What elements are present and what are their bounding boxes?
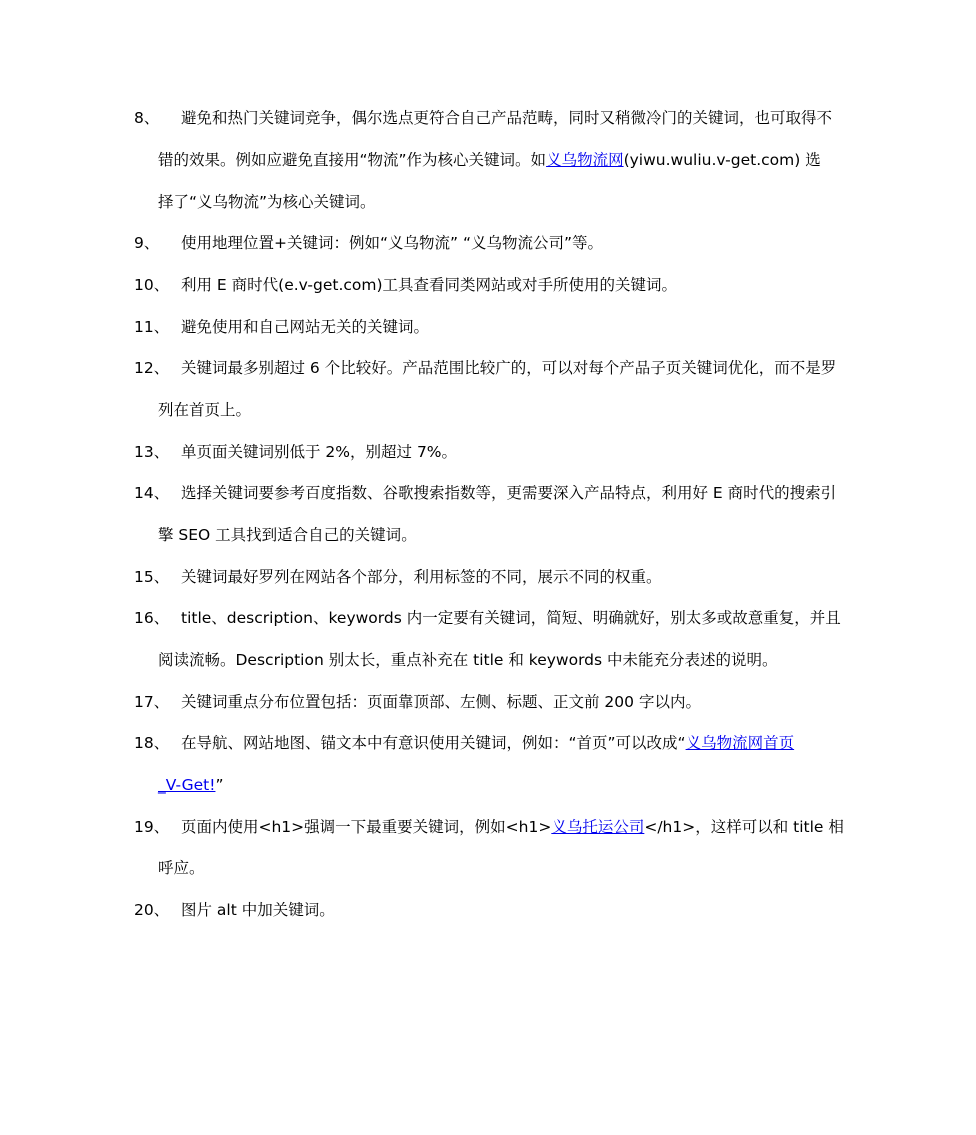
text-segment: (yiwu.wuliu.v-get.com) 选 <box>623 151 821 169</box>
text-segment: 页面内使用<h1>强调一下最重要关键词，例如<h1> <box>181 818 552 836</box>
list-item-text: 擎 SEO 工具找到适合自己的关键词。 <box>158 526 417 544</box>
list-item-text: 列在首页上。 <box>158 401 252 419</box>
list-number: 14、 <box>134 484 170 502</box>
yiwu-wuliu-link[interactable]: 义乌物流网 <box>546 151 624 169</box>
list-number: 12、 <box>134 359 170 377</box>
list-number: 20、 <box>134 901 170 919</box>
list-number: 11、 <box>134 318 170 336</box>
list-item-text: 利用 E 商时代(e.v-get.com)工具查看同类网站或对手所使用的关键词。 <box>181 276 678 294</box>
list-item-text: 选择关键词要参考百度指数、谷歌搜索指数等，更需要深入产品特点，利用好 E 商时代的搜索引 <box>181 484 837 502</box>
text-segment: 在导航、网站地图、锚文本中有意识使用关键词，例如：“首页”可以改成“ <box>181 734 686 752</box>
list-number: 19、 <box>134 818 170 836</box>
homepage-link[interactable]: 义乌物流网首页 <box>685 734 795 752</box>
list-item-text: 阅读流畅。Description 别太长，重点补充在 title 和 keywords 中未能充分表述的说明。 <box>158 651 778 669</box>
text-segment: 错的效果。例如应避免直接用“物流”作为核心关键词。如 <box>158 151 547 169</box>
list-item-text <box>158 148 821 172</box>
list-item-text: 避免使用和自己网站无关的关键词。 <box>181 318 430 336</box>
list-number: 8、 <box>134 109 160 127</box>
list-number: 10、 <box>134 276 170 294</box>
list-item-text: 呼应。 <box>158 859 205 877</box>
list-item-text <box>181 731 794 755</box>
yiwu-shipping-company-link[interactable]: 义乌托运公司 <box>551 818 645 836</box>
homepage-link-continued[interactable]: _V-Get! <box>158 776 216 794</box>
list-item-text: 关键词重点分布位置包括：页面靠顶部、左侧、标题、正文前 200 字以内。 <box>181 693 701 711</box>
list-item-text: 单页面关键词别低于 2%，别超过 7%。 <box>181 443 458 461</box>
list-number: 13、 <box>134 443 170 461</box>
list-number: 18、 <box>134 734 170 752</box>
text-segment: </h1>，这样可以和 title 相 <box>644 818 844 836</box>
list-number: 9、 <box>134 234 160 252</box>
list-number: 15、 <box>134 568 170 586</box>
list-item-text <box>181 815 844 839</box>
list-number: 17、 <box>134 693 170 711</box>
list-item-text: 图片 alt 中加关键词。 <box>181 901 335 919</box>
list-item-text: 关键词最好罗列在网站各个部分，利用标签的不同，展示不同的权重。 <box>181 568 662 586</box>
list-item-text: 避免和热门关键词竞争，偶尔选点更符合自己产品范畴，同时又稍微冷门的关键词，也可取得不 <box>181 109 833 127</box>
list-item-text: 使用地理位置+关键词：例如“义乌物流” “义乌物流公司”等。 <box>181 234 604 252</box>
list-item-text: title、description、keywords 内一定要有关键词，简短、明确就好，别太多或故意重复，并且 <box>181 609 841 627</box>
list-number: 16、 <box>134 609 170 627</box>
text-segment: ” <box>215 776 224 794</box>
list-item-text <box>158 773 223 797</box>
list-item-text: 关键词最多别超过 6 个比较好。产品范围比较广的，可以对每个产品子页关键词优化，而不是罗 <box>181 359 837 377</box>
list-item-text: 择了“义乌物流”为核心关键词。 <box>158 193 376 211</box>
